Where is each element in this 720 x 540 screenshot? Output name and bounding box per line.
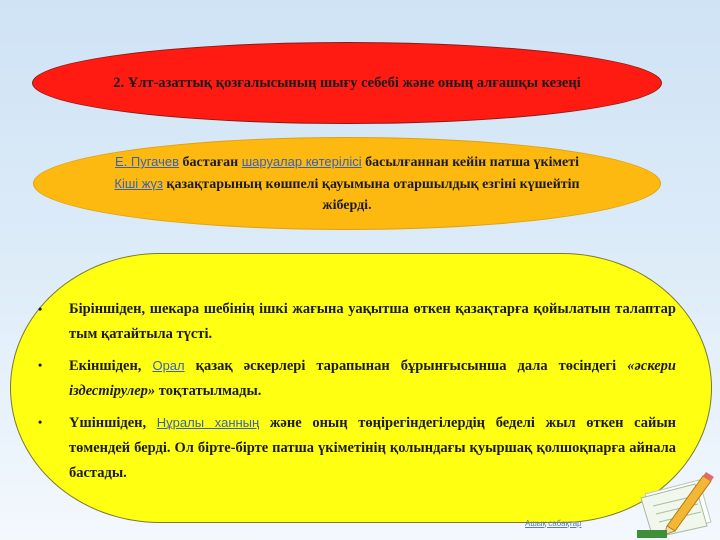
open-lessons-link[interactable]: Ашық сабақтар bbox=[525, 519, 582, 528]
oral-link[interactable]: Орал bbox=[152, 358, 185, 373]
peasant-uprising-link[interactable]: шаруалар көтерілісі bbox=[241, 154, 362, 169]
list-item bbox=[36, 353, 676, 404]
list-item bbox=[36, 297, 676, 347]
title-banner bbox=[32, 42, 662, 124]
junior-zhuz-link[interactable]: Кіші жүз bbox=[114, 176, 163, 191]
bullet-prefix: Үшіншіден, bbox=[69, 415, 157, 431]
bullet-emphasis: «әскери іздестірулер» bbox=[69, 358, 676, 399]
bullet-suffix: және оның төңірегіндегілердің беделі жыл өткен сайын төмендей берді. Ол біртe-біртe патша үкіметінің қолындағы қуыршақ қолшоқпарға айнала бастады. bbox=[69, 415, 677, 481]
bullet-prefix: Екіншіден, bbox=[69, 358, 153, 374]
intro-text-1: бастаған bbox=[179, 155, 242, 170]
notebook-pencil-icon bbox=[637, 472, 717, 538]
intro-text bbox=[114, 151, 580, 216]
nurali-khan-link[interactable]: Нұралы ханның bbox=[156, 415, 260, 430]
bullet-marker: • bbox=[38, 415, 43, 429]
intro-banner bbox=[33, 137, 661, 230]
bullet-marker: • bbox=[38, 358, 43, 372]
intro-text-3: қазақтарының көшпелі қауымына отаршылдық езгіні күшейтіп жіберді. bbox=[162, 177, 580, 213]
slide-title: 2. Ұлт-азаттық қозғалысының шығу себебі және оның алғашқы кезеңі bbox=[113, 75, 581, 91]
bullet-text: Біріншіден, шекара шебінің ішкі жағына уақытша өткен қазақтарға қойылатын талаптар тым қатайтыла түсті. bbox=[69, 301, 676, 342]
intro-text-2: басылғаннан кейін патша үкіметі bbox=[361, 155, 580, 170]
list-item bbox=[36, 410, 676, 486]
pugachev-link[interactable]: Е. Пугачев bbox=[114, 154, 180, 169]
bullet-suffix: тоқтатылмады. bbox=[155, 383, 262, 399]
bullet-marker: • bbox=[38, 302, 43, 316]
bullet-middle: қазақ әскерлері тарапынан бұрынғысынша дала төсіндегі bbox=[184, 358, 628, 374]
bullet-list bbox=[36, 297, 676, 492]
